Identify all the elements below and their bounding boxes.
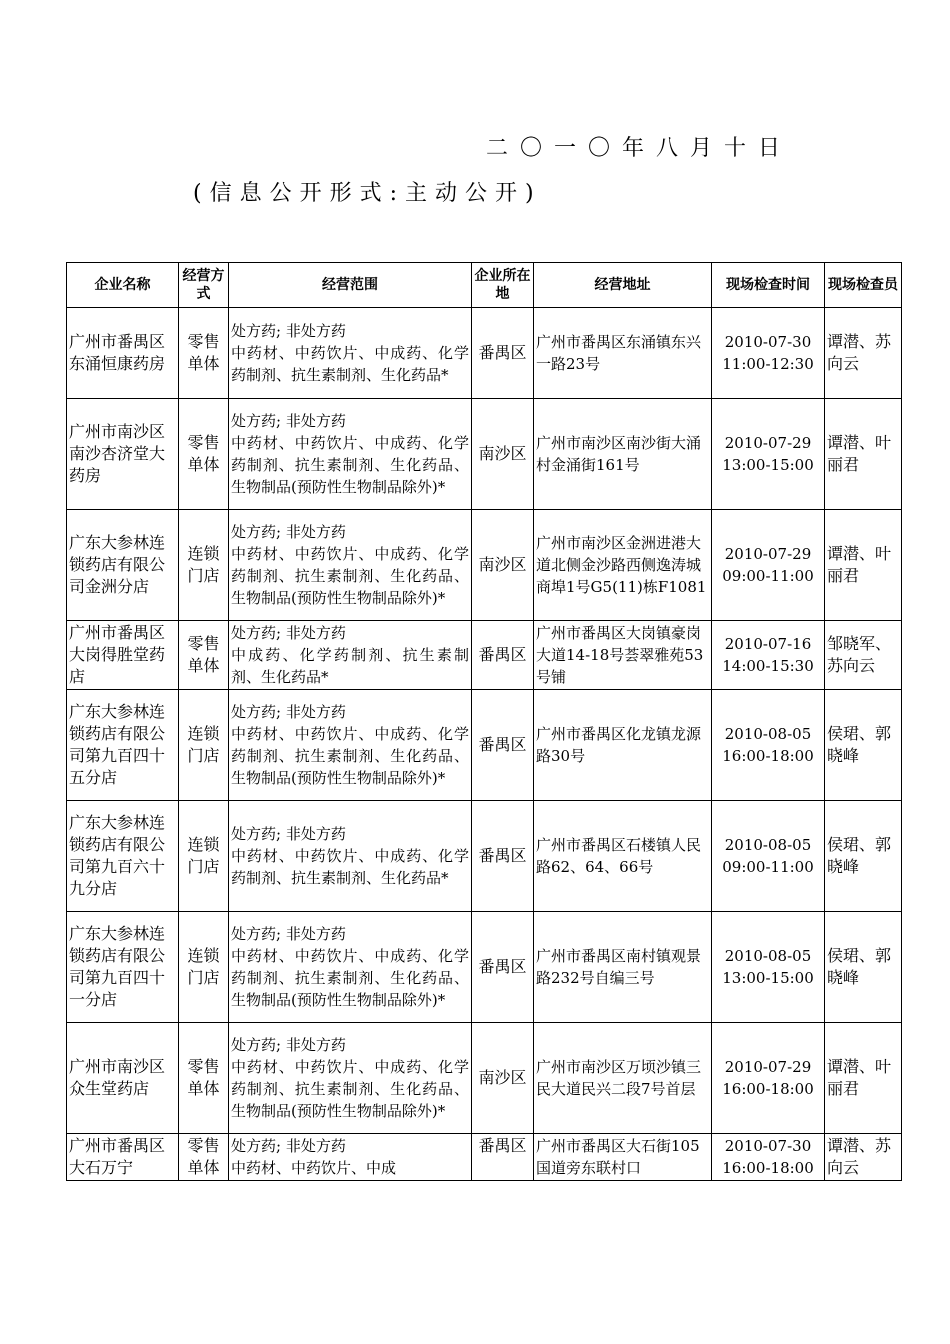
- table-row: [67, 912, 902, 1023]
- table-row: [67, 801, 902, 912]
- inspection-time: 2010-07-30 11:00-12:30: [712, 308, 825, 399]
- inspection-time: 2010-08-05 16:00-18:00: [712, 690, 825, 801]
- enterprise-name: 广州市番禺区大岗得胜堂药店: [67, 621, 179, 690]
- district: 番禺区: [472, 801, 534, 912]
- address: 广州市番禺区东涌镇东兴一路23号: [534, 308, 712, 399]
- table-row: [67, 1134, 902, 1181]
- table-row: [67, 308, 902, 399]
- inspectors: 谭潜、叶丽君: [825, 1023, 902, 1134]
- address: 广州市番禺区大石街105国道旁东联村口: [534, 1134, 712, 1181]
- inspectors: 谭潜、苏向云: [825, 1134, 902, 1181]
- business-scope: 处方药; 非处方药 中药材、中药饮片、中成药、化学药制剂、抗生素制剂、生化药品、生物制品(预防性生物制品除外)*: [229, 399, 472, 510]
- column-header: 现场检查员: [825, 263, 902, 308]
- district: 番禺区: [472, 912, 534, 1023]
- inspection-time: 2010-07-16 14:00-15:30: [712, 621, 825, 690]
- document-date: 二〇一〇年八月十日: [486, 136, 793, 161]
- address: 广州市南沙区万顷沙镇三民大道民兴二段7号首层: [534, 1023, 712, 1134]
- district: 番禺区: [472, 1134, 534, 1181]
- enterprise-name: 广东大参林连锁药店有限公司第九百四十五分店: [67, 690, 179, 801]
- inspection-time: 2010-07-30 16:00-18:00: [712, 1134, 825, 1181]
- enterprise-name: 广东大参林连锁药店有限公司第九百四十一分店: [67, 912, 179, 1023]
- business-mode: 零售单体: [179, 308, 229, 399]
- district: 番禺区: [472, 690, 534, 801]
- inspection-time: 2010-07-29 16:00-18:00: [712, 1023, 825, 1134]
- inspectors: 谭潜、叶丽君: [825, 510, 902, 621]
- enterprise-name: 广州市番禺区大石万宁: [67, 1134, 179, 1181]
- business-scope: 处方药; 非处方药 中药材、中药饮片、中成药、化学药制剂、抗生素制剂、生化药品*: [229, 801, 472, 912]
- business-scope: 处方药; 非处方药 中药材、中药饮片、中成药、化学药制剂、抗生素制剂、生化药品、生物制品(预防性生物制品除外)*: [229, 690, 472, 801]
- column-header: 经营范围: [229, 263, 472, 308]
- business-scope: 处方药; 非处方药 中药材、中药饮片、中成药、化学药制剂、抗生素制剂、生化药品、生物制品(预防性生物制品除外)*: [229, 1023, 472, 1134]
- address: 广州市番禺区化龙镇龙源路30号: [534, 690, 712, 801]
- inspection-table: [66, 262, 902, 1181]
- business-scope: 处方药; 非处方药 中药材、中药饮片、中成药、化学药制剂、抗生素制剂、生化药品*: [229, 308, 472, 399]
- district: 南沙区: [472, 399, 534, 510]
- address: 广州市番禺区石楼镇人民路62、64、66号: [534, 801, 712, 912]
- inspectors: 谭潜、叶丽君: [825, 399, 902, 510]
- inspection-time: 2010-07-29 09:00-11:00: [712, 510, 825, 621]
- inspectors: 侯珺、郭晓峰: [825, 801, 902, 912]
- address: 广州市南沙区南沙街大涌村金涌街161号: [534, 399, 712, 510]
- inspectors: 侯珺、郭晓峰: [825, 690, 902, 801]
- address: 广州市番禺区南村镇观景路232号自编三号: [534, 912, 712, 1023]
- enterprise-name: 广州市南沙区众生堂药店: [67, 1023, 179, 1134]
- district: 南沙区: [472, 1023, 534, 1134]
- enterprise-name: 广东大参林连锁药店有限公司第九百六十九分店: [67, 801, 179, 912]
- business-scope: 处方药; 非处方药 中药材、中药饮片、中成药、化学药制剂、抗生素制剂、生化药品、生物制品(预防性生物制品除外)*: [229, 510, 472, 621]
- inspectors: 侯珺、郭晓峰: [825, 912, 902, 1023]
- district: 南沙区: [472, 510, 534, 621]
- column-header: 企业名称: [67, 263, 179, 308]
- enterprise-name: 广州市番禺区东涌恒康药房: [67, 308, 179, 399]
- table-row: [67, 1023, 902, 1134]
- table-row: [67, 510, 902, 621]
- inspection-time: 2010-08-05 13:00-15:00: [712, 912, 825, 1023]
- business-scope: 处方药; 非处方药 中药材、中药饮片、中成: [229, 1134, 472, 1181]
- business-scope: 处方药; 非处方药 中成药、化学药制剂、抗生素制剂、生化药品*: [229, 621, 472, 690]
- address: 广州市南沙区金洲进港大道北侧金沙路西侧逸涛城商埠1号G5(11)栋F1081: [534, 510, 712, 621]
- column-header: 经营地址: [534, 263, 712, 308]
- table-row: [67, 399, 902, 510]
- business-mode: 连锁门店: [179, 510, 229, 621]
- business-scope: 处方药; 非处方药 中药材、中药饮片、中成药、化学药制剂、抗生素制剂、生化药品、生物制品(预防性生物制品除外)*: [229, 912, 472, 1023]
- district: 番禺区: [472, 621, 534, 690]
- column-header: 现场检查时间: [712, 263, 825, 308]
- business-mode: 零售单体: [179, 1134, 229, 1181]
- disclosure-form: (信息公开形式:主动公开): [193, 181, 542, 206]
- table-header-row: [67, 263, 902, 308]
- business-mode: 零售单体: [179, 621, 229, 690]
- business-mode: 零售单体: [179, 399, 229, 510]
- column-header: 企业所在地: [472, 263, 534, 308]
- enterprise-name: 广州市南沙区南沙杏济堂大药房: [67, 399, 179, 510]
- business-mode: 连锁门店: [179, 690, 229, 801]
- inspectors: 谭潜、苏向云: [825, 308, 902, 399]
- enterprise-name: 广东大参林连锁药店有限公司金洲分店: [67, 510, 179, 621]
- inspection-time: 2010-07-29 13:00-15:00: [712, 399, 825, 510]
- address: 广州市番禺区大岗镇豪岗大道14-18号荟翠雅苑53号铺: [534, 621, 712, 690]
- business-mode: 连锁门店: [179, 912, 229, 1023]
- inspectors: 邹晓军、苏向云: [825, 621, 902, 690]
- inspection-time: 2010-08-05 09:00-11:00: [712, 801, 825, 912]
- district: 番禺区: [472, 308, 534, 399]
- table-row: [67, 621, 902, 690]
- column-header: 经营方式: [179, 263, 229, 308]
- business-mode: 零售单体: [179, 1023, 229, 1134]
- business-mode: 连锁门店: [179, 801, 229, 912]
- table-row: [67, 690, 902, 801]
